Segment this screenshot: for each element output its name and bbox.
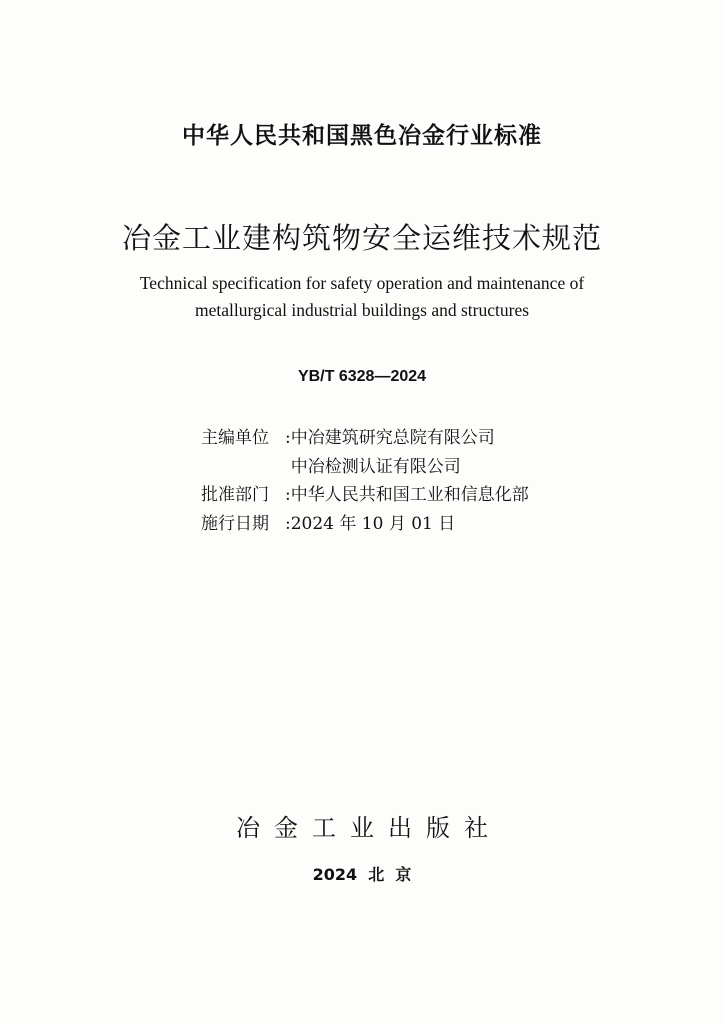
document-title-english: [0, 270, 724, 324]
approver-colon: :: [285, 485, 291, 505]
publication-city: 北 京: [368, 865, 412, 884]
approver-label: 批准部门: [201, 485, 269, 505]
publication-year: 2024: [312, 865, 358, 884]
publisher-name: 冶金工业出版社: [236, 814, 502, 842]
editor-unit-2: 中冶检测认证有限公司: [290, 456, 461, 477]
publication-details: [201, 424, 529, 538]
standard-code: YB/T 6328—2024: [297, 368, 427, 385]
english-title-line-1: Technical specification for safety operation and maintenance of: [139, 273, 585, 293]
editor-unit-1: 中冶建筑研究总院有限公司: [290, 428, 495, 448]
editor-row: [201, 424, 529, 453]
series-title: 中华人民共和国黑色冶金行业标准: [182, 123, 542, 149]
effective-date-row: [201, 510, 529, 539]
english-title-line-2: metallurgical industrial buildings and structures: [194, 300, 530, 320]
effective-date-value: 2024 年 10 月 01 日: [290, 513, 456, 534]
editor-row-continued: [201, 453, 529, 482]
editor-colon: :: [285, 428, 291, 448]
effective-date-label: 施行日期: [201, 513, 269, 534]
effective-date-colon: :: [285, 513, 291, 534]
publication-year-city: [0, 862, 724, 885]
document-title-chinese: 冶金工业建构筑物安全运维技术规范: [121, 221, 602, 255]
editor-label: 主编单位: [201, 428, 269, 448]
approver-value: 中华人民共和国工业和信息化部: [290, 485, 529, 505]
approver-row: [201, 481, 529, 510]
